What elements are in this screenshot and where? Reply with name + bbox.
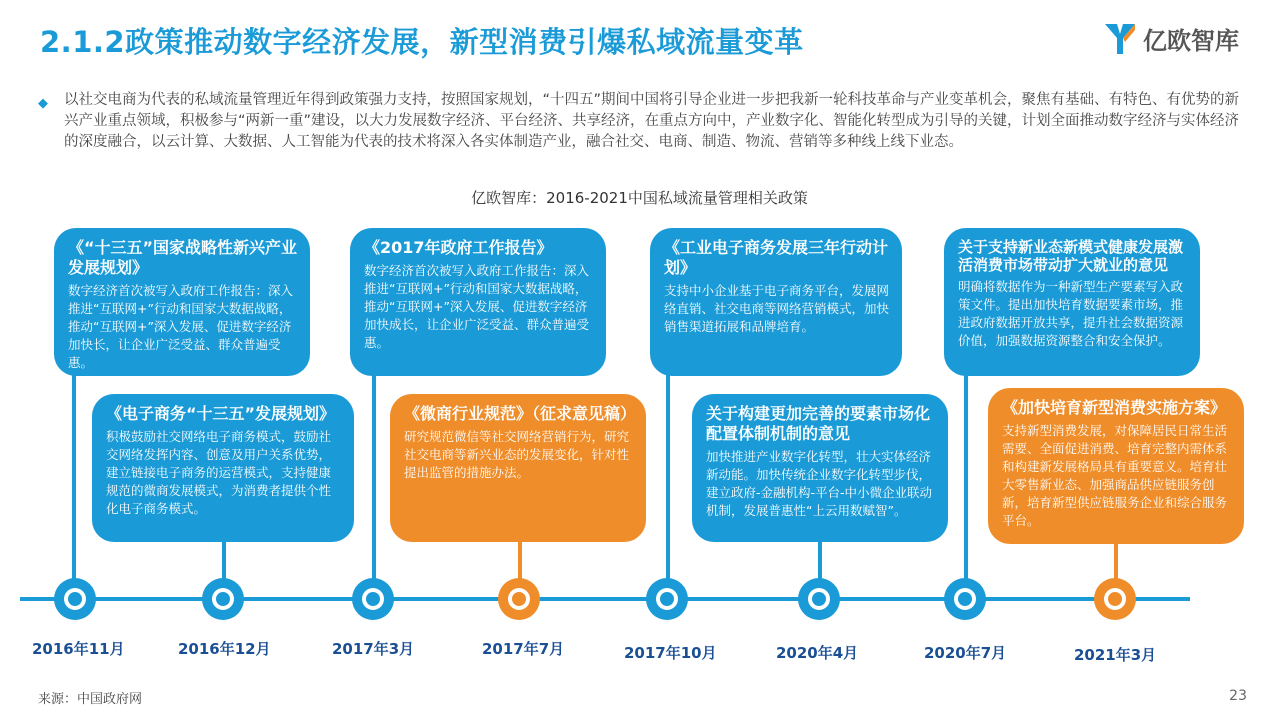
policy-card-title: 关于支持新业态新模式健康发展激活消费市场带动扩大就业的意见 [958, 238, 1184, 274]
logo [1103, 18, 1251, 58]
stem-5 [666, 360, 670, 582]
policy-card-body: 数字经济首次被写入政府工作报告：深入推进“互联网+”行动和国家大数据战略，推动“互联网+”深入发展、促进数字经济加快成长，让企业广泛受益、群众普遍受惠。 [364, 263, 590, 350]
timeline-date: 2016年11月 [32, 640, 125, 658]
timeline-subtitle: 亿欧智库：2016-2021中国私域流量管理相关政策 [471, 189, 808, 207]
policy-card-4 [390, 394, 646, 542]
policy-card-3 [350, 228, 606, 376]
page-number: 23 [1229, 688, 1247, 704]
timeline-date: 2017年10月 [624, 644, 717, 662]
policy-card-title: 《工业电子商务发展三年行动计划》 [664, 238, 889, 277]
policy-card-title: 关于构建更加完善的要素市场化配置体制机制的意见 [706, 404, 931, 443]
timeline-node-5 [646, 578, 688, 620]
timeline-line [20, 597, 1190, 601]
policy-card-body: 支持新型消费发展，对保障居民日常生活需要、全面促进消费、培育完整内需体系和构建新发展格局具有重要意义。培育壮大零售新业态、加强商品供应链服务创新，培育新型供应链服务企业和综合服务平台。 [1002, 423, 1228, 528]
policy-card-6 [692, 394, 948, 542]
policy-card-1 [54, 228, 310, 376]
policy-card-title: 《微商行业规范》（征求意见稿） [404, 404, 637, 423]
policy-card-body: 积极鼓励社交网络电子商务模式，鼓励社交网络发挥内容、创意及用户关系优势，建立链接电子商务的运营模式，支持健康规范的微商发展模式，为消费者提供个性化电子商务模式。 [106, 429, 332, 516]
policy-card-body: 数字经济首次被写入政府工作报告：深入推进“互联网+”行动和国家大数据战略，推动“互联网+”深入发展、促进数字经济加快长，让企业广泛受益、群众普遍受惠。 [68, 283, 294, 370]
page-title: 2.1.2政策推动数字经济发展，新型消费引爆私域流量变革 [40, 25, 804, 59]
timeline-node-3 [352, 578, 394, 620]
policy-card-2 [92, 394, 354, 542]
timeline-date: 2017年3月 [332, 640, 415, 658]
timeline-node-1 [54, 578, 96, 620]
timeline-date: 2017年7月 [482, 640, 565, 658]
source-note: 来源：中国政府网 [38, 692, 143, 707]
intro-paragraph [38, 90, 1248, 153]
timeline-node-6 [798, 578, 840, 620]
policy-card-title: 《“十三五”国家战略性新兴产业发展规划》 [68, 238, 298, 277]
yiou-logo-icon [1103, 20, 1137, 56]
timeline-date: 2016年12月 [178, 640, 271, 658]
policy-card-body: 加快推进产业数字化转型，壮大实体经济新动能。加快传统企业数字化转型步伐，建立政府-金融机构-平台-中小微企业联动机制，发展普惠性“上云用数赋智”。 [706, 449, 933, 518]
timeline-date: 2020年7月 [924, 644, 1007, 662]
policy-card-7 [944, 228, 1200, 376]
logo-text: 亿欧智库 [1143, 26, 1239, 55]
timeline-node-8 [1094, 578, 1136, 620]
timeline-date: 2021年3月 [1074, 646, 1157, 664]
timeline-node-7 [944, 578, 986, 620]
policy-card-5 [650, 228, 902, 376]
timeline-node-2 [202, 578, 244, 620]
stem-3 [372, 360, 376, 582]
policy-card-8 [988, 388, 1244, 544]
policy-card-body: 明确将数据作为一种新型生产要素写入政策文件。提出加快培育数据要素市场，推进政府数据开放共享，提升社会数据资源价值，加强数据资源整合和安全保护。 [958, 279, 1184, 348]
diamond-bullet-icon: ◆ [38, 96, 48, 111]
timeline-node-4 [498, 578, 540, 620]
policy-card-title: 《加快培育新型消费实施方案》 [1002, 398, 1227, 417]
policy-card-body: 研究规范微信等社交网络营销行为，研究社交电商等新兴业态的发展变化，针对性提出监管的措施办法。 [404, 429, 630, 480]
timeline-date: 2020年4月 [776, 644, 859, 662]
stem-7 [964, 360, 968, 582]
intro-text: 以社交电商为代表的私域流量管理近年得到政策强力支持，按照国家规划，“十四五”期间中国将引导企业进一步把我新一轮科技革命与产业变革机会，聚焦有基础、有特色、有优势的新兴产业重点领域，积极参与“两新一重”建设，以大力发展数字经济、平台经济、共享经济，在重点方向中，产业数字化、智能化转型成为引导的关键，计划全面推动数字经济与实体经济的深度融合，以云计算、大数据、人工智能为代表的技术将深入各实体制造产业，融合社交、电商、制造、物流、营销等多种线上线下业态。 [64, 92, 1240, 150]
policy-card-title: 《2017年政府工作报告》 [364, 238, 553, 257]
policy-card-title: 《电子商务“十三五”发展规划》 [106, 404, 336, 423]
stem-1 [72, 360, 76, 582]
policy-card-body: 支持中小企业基于电子商务平台，发展网络直销、社交电商等网络营销模式，加快销售渠道拓展和品牌培育。 [664, 283, 890, 334]
